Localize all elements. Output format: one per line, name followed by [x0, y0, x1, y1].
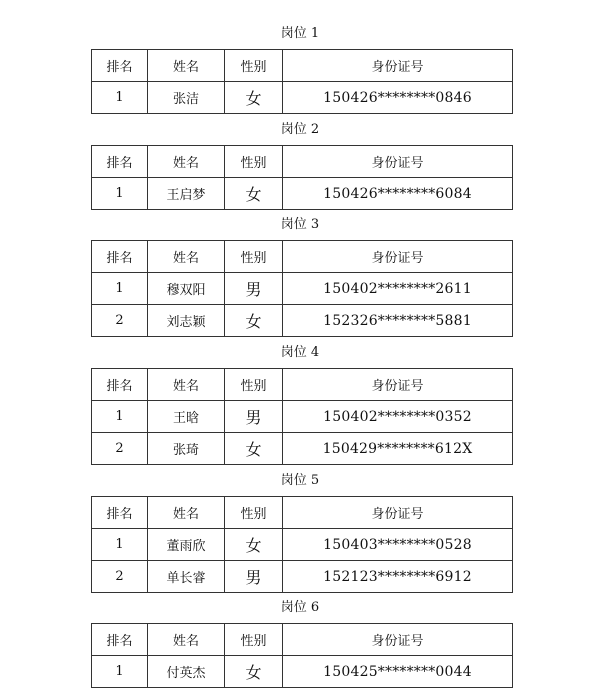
results-table-post-6 — [91, 623, 513, 688]
results-table-post-3 — [91, 240, 513, 337]
cell-id-number: 150426********6084 — [283, 178, 513, 210]
cell-id-number: 150429********612X — [283, 433, 513, 465]
cell-name: 王启梦 — [148, 178, 225, 210]
table-header-row — [92, 497, 513, 529]
cell-gender: 女 — [225, 305, 283, 337]
header-gender: 性别 — [225, 624, 283, 656]
cell-id-number: 152326********5881 — [283, 305, 513, 337]
section-title-post-5: 岗位 5 — [280, 473, 320, 488]
header-rank: 排名 — [92, 497, 148, 529]
cell-gender: 男 — [225, 561, 283, 593]
table-row — [92, 305, 513, 337]
results-table-post-2 — [91, 145, 513, 210]
header-id-number: 身份证号 — [283, 146, 513, 178]
header-name: 姓名 — [148, 50, 225, 82]
cell-name: 董雨欣 — [148, 529, 225, 561]
cell-rank: 1 — [92, 401, 148, 433]
header-id-number: 身份证号 — [283, 624, 513, 656]
header-rank: 排名 — [92, 146, 148, 178]
header-gender: 性别 — [225, 50, 283, 82]
cell-gender: 女 — [225, 656, 283, 688]
cell-gender: 女 — [225, 82, 283, 114]
cell-name: 刘志颖 — [148, 305, 225, 337]
table-header-row — [92, 241, 513, 273]
header-id-number: 身份证号 — [283, 497, 513, 529]
cell-rank: 1 — [92, 529, 148, 561]
header-gender: 性别 — [225, 241, 283, 273]
results-table-post-4 — [91, 368, 513, 465]
header-rank: 排名 — [92, 624, 148, 656]
cell-id-number: 150402********0352 — [283, 401, 513, 433]
cell-name: 张洁 — [148, 82, 225, 114]
cell-id-number: 150425********0044 — [283, 656, 513, 688]
cell-name: 付英杰 — [148, 656, 225, 688]
cell-gender: 女 — [225, 178, 283, 210]
cell-name: 穆双阳 — [148, 273, 225, 305]
table-row — [92, 273, 513, 305]
cell-rank: 1 — [92, 178, 148, 210]
header-gender: 性别 — [225, 369, 283, 401]
cell-gender: 男 — [225, 401, 283, 433]
header-rank: 排名 — [92, 50, 148, 82]
header-name: 姓名 — [148, 241, 225, 273]
cell-id-number: 150403********0528 — [283, 529, 513, 561]
header-gender: 性别 — [225, 146, 283, 178]
results-table-post-1 — [91, 49, 513, 114]
cell-gender: 女 — [225, 529, 283, 561]
cell-rank: 1 — [92, 273, 148, 305]
header-name: 姓名 — [148, 369, 225, 401]
header-name: 姓名 — [148, 146, 225, 178]
cell-name: 王晗 — [148, 401, 225, 433]
table-header-row — [92, 369, 513, 401]
cell-rank: 2 — [92, 561, 148, 593]
section-title-post-4: 岗位 4 — [280, 345, 320, 360]
header-id-number: 身份证号 — [283, 369, 513, 401]
table-header-row — [92, 50, 513, 82]
cell-id-number: 152123********6912 — [283, 561, 513, 593]
table-row — [92, 529, 513, 561]
header-name: 姓名 — [148, 497, 225, 529]
table-row — [92, 178, 513, 210]
header-gender: 性别 — [225, 497, 283, 529]
cell-rank: 2 — [92, 305, 148, 337]
section-title-post-3: 岗位 3 — [280, 217, 320, 232]
cell-id-number: 150402********2611 — [283, 273, 513, 305]
table-row — [92, 656, 513, 688]
header-id-number: 身份证号 — [283, 241, 513, 273]
header-id-number: 身份证号 — [283, 50, 513, 82]
table-row — [92, 561, 513, 593]
table-row — [92, 401, 513, 433]
header-rank: 排名 — [92, 241, 148, 273]
cell-rank: 1 — [92, 656, 148, 688]
section-title-post-6: 岗位 6 — [280, 600, 320, 615]
header-name: 姓名 — [148, 624, 225, 656]
cell-gender: 女 — [225, 433, 283, 465]
table-row — [92, 433, 513, 465]
cell-id-number: 150426********0846 — [283, 82, 513, 114]
cell-name: 单长睿 — [148, 561, 225, 593]
table-row — [92, 82, 513, 114]
cell-gender: 男 — [225, 273, 283, 305]
header-rank: 排名 — [92, 369, 148, 401]
table-header-row — [92, 624, 513, 656]
cell-name: 张琦 — [148, 433, 225, 465]
section-title-post-1: 岗位 1 — [280, 26, 320, 41]
table-header-row — [92, 146, 513, 178]
cell-rank: 1 — [92, 82, 148, 114]
results-table-post-5 — [91, 496, 513, 593]
section-title-post-2: 岗位 2 — [280, 122, 320, 137]
cell-rank: 2 — [92, 433, 148, 465]
